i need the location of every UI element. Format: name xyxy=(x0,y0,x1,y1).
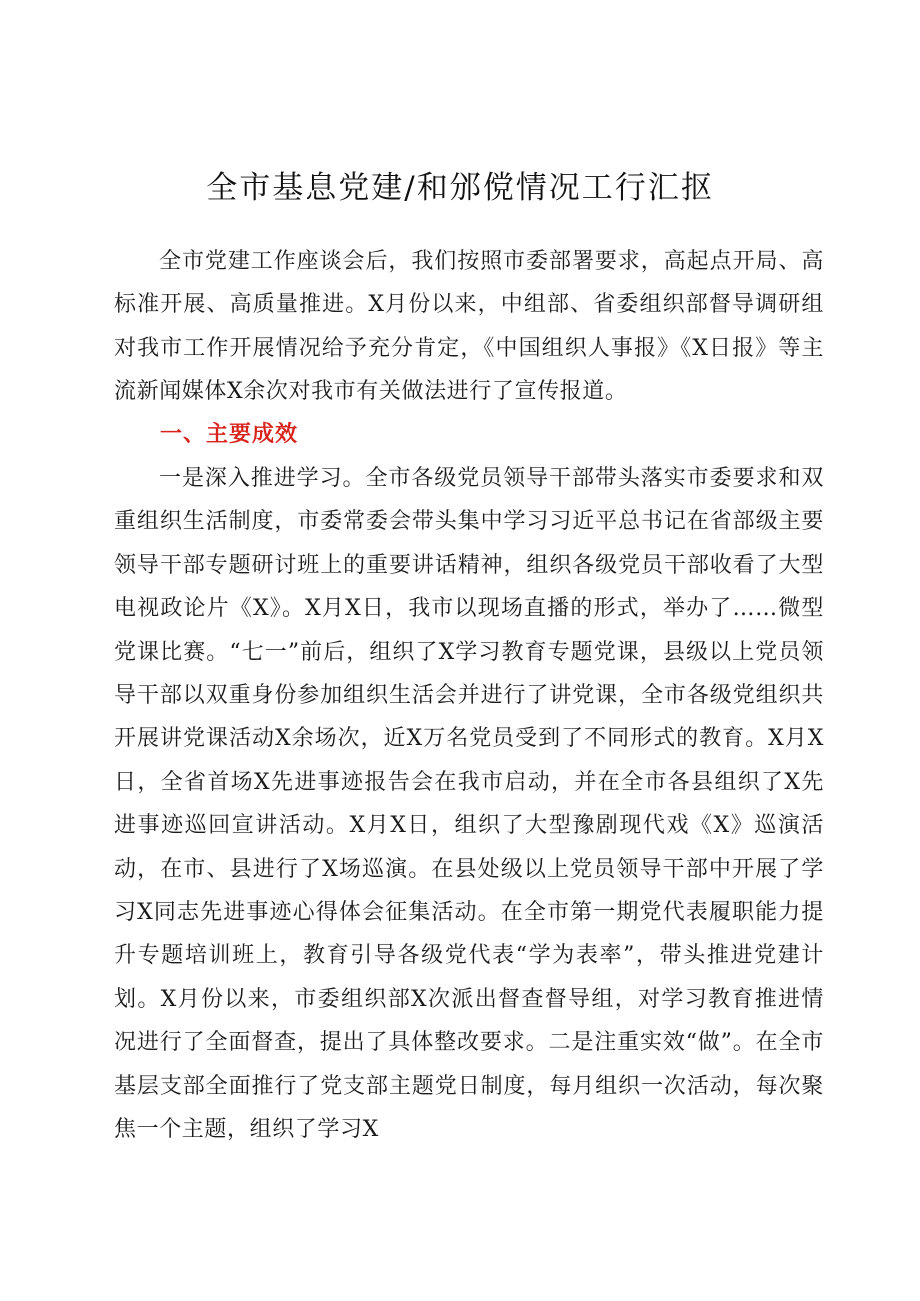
intro-paragraph: 全市党建工作座谈会后，我们按照市委部署要求，高起点开局、高标准开展、高质量推进。X月份以来，中组部、省委组织部督导调研组对我市工作开展情况给予充分肯定，《中国组织人事报》《X日报》等主流新闻媒体X余次对我市有关做法进行了宣传报道。 xyxy=(114,249,824,405)
document-title: 全市基息党建/和邠傥情况工行汇抠 xyxy=(206,170,714,206)
section-heading-main-achievements: 一、主要成效 xyxy=(160,422,299,447)
main-paragraph: 一是深入推进学习。全市各级党员领导干部带头落实市委要求和双重组织生活制度，市委常委会带头集中学习习近平总书记在省部级主要领导干部专题研讨班上的重要讲话精神，组织各级党员干部收看了大型电视政论片《X》。X月X日，我市以现场直播的形式，举办了……微型党课比赛。“七一”前后，组织了X学习教育专题党课，县级以上党员领导干部以双重身份参加组织生活会并进行了讲党课，全市各级党组织共开展讲党课活动X余场次，近X万名党员受到了不同形式的教育。X月X日，全省首场X先进事迹报告会在我市启动，并在全市各县组织了X先进事迹巡回宣讲活动。X月X日，组织了大型豫剧现代戏《X》巡演活动，在市、县进行了X场巡演。在县处级以上党员领导干部中开展了学习X同志先进事迹心得体会征集活动。在全市第一期党代表履职能力提升专题培训班上，教育引导各级党代表“学为表率”，带头推进党建计划。X月份以来，市委组织部X次派出督查督导组，对学习教育推进情况进行了全面督查，提出了具体整改要求。二是注重实效“做”。在全市基层支部全面推行了党支部主题党日制度，每月组织一次活动，每次聚焦一个主题，组织了学习X xyxy=(114,466,824,1143)
